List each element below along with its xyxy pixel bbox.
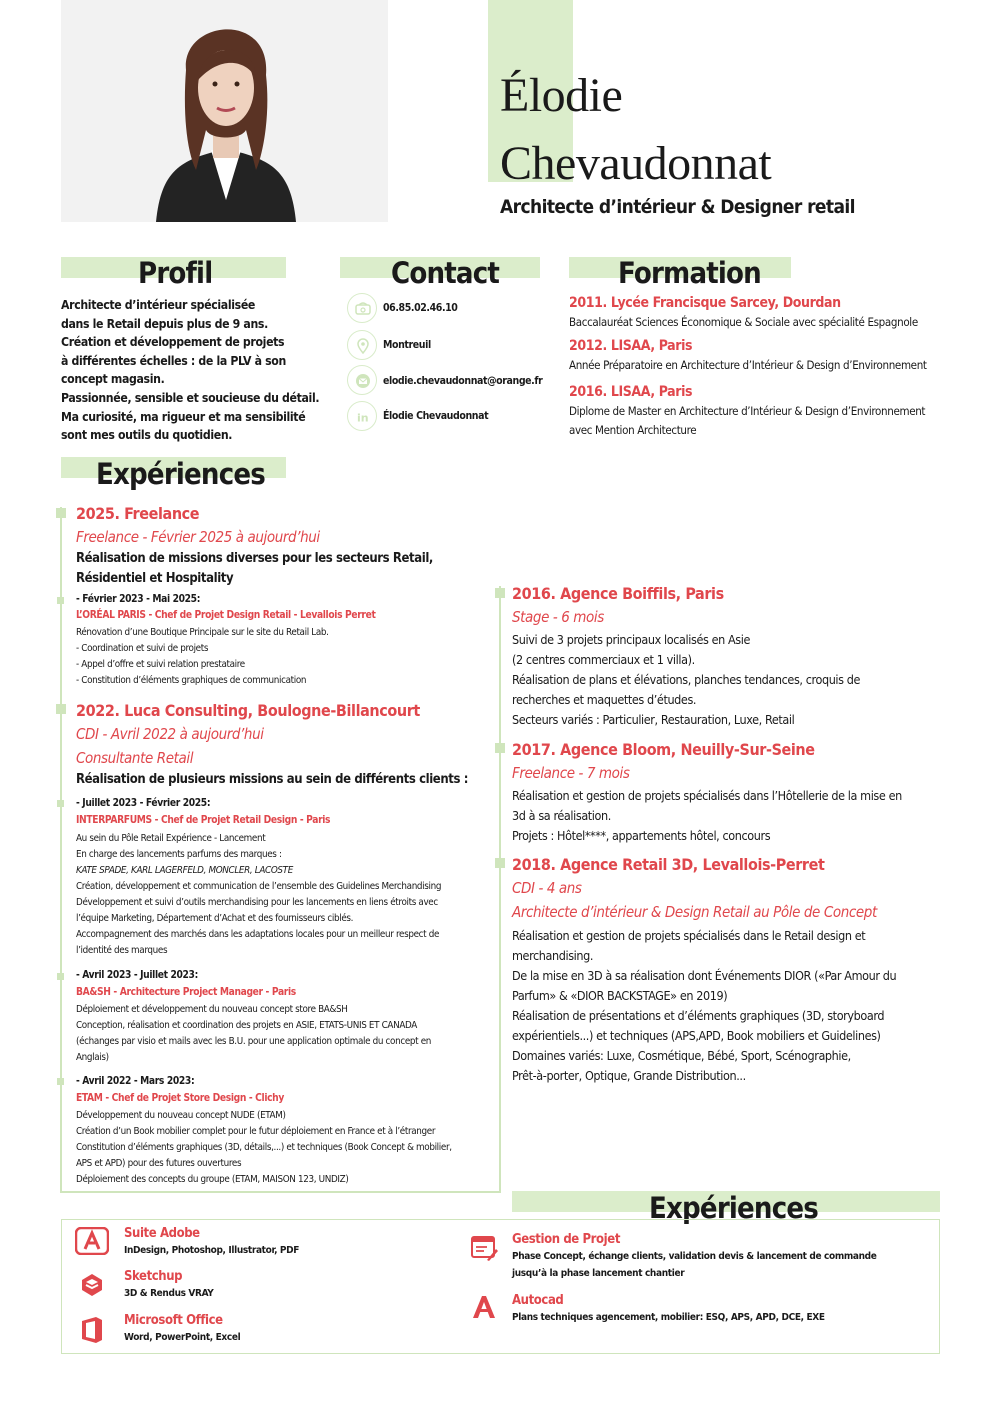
formation-title: Formation (618, 256, 761, 290)
experience-head: 2025. Freelance (76, 504, 200, 523)
mission-dates: - Juillet 2023 - Février 2025: (76, 798, 211, 809)
skill-desc: 3D & Rendus VRAY (124, 1288, 214, 1299)
mission-line: Création, développement et communication de l’ensemble des Guidelines Merchandising (76, 881, 442, 892)
contact-phone[interactable]: 06.85.02.46.10 (383, 302, 458, 314)
mission-client: BA&SH - Architecture Project Manager - Paris (76, 987, 296, 998)
mission-line: Développement du nouveau concept NUDE (ETAM) (76, 1110, 286, 1121)
experience-line: Réalisation de plusieurs missions au sein de différents clients : (76, 772, 468, 787)
experience-sub: Consultante Retail (76, 749, 194, 767)
experience-line: Secteurs variés : Particulier, Restauration, Luxe, Retail (512, 712, 795, 727)
formation-item-desc: Baccalauréat Sciences Économique & Sociale avec spécialité Espagnole (569, 315, 918, 329)
experience-line: Réalisation et gestion de projets spécialisés dans le Retail design et (512, 928, 866, 943)
experience-line: expérientiels...) et techniques (APS,APD, Book mobiliers et Guidelines) (512, 1028, 881, 1043)
timeline-marker (495, 858, 505, 868)
skill-desc: InDesign, Photoshop, Illustrator, PDF (124, 1245, 300, 1256)
mission-line: Déploiement et développement du nouveau concept store BA&SH (76, 1004, 348, 1015)
timeline-marker (495, 743, 505, 753)
mission-line: (échanges par visio et mails avec les B.U. pour une application optimale du concept en (76, 1036, 432, 1047)
mission-line: Déploiement des concepts du groupe (ETAM, MAISON 123, UNDIZ) (76, 1174, 349, 1185)
skill-desc: Plans techniques agencement, mobilier: ESQ, APS, APD, DCE, EXE (512, 1312, 825, 1323)
experience-sub: CDI - 4 ans (512, 879, 582, 897)
experience-line: 3d à sa réalisation. (512, 808, 611, 823)
contact-city: Montreuil (383, 339, 431, 351)
first-name: Élodie (500, 69, 623, 122)
autocad-icon (470, 1294, 498, 1324)
experience-line: Réalisation de missions diverses pour les secteurs Retail, (76, 551, 433, 566)
timeline-marker (56, 508, 66, 518)
email-icon (347, 365, 377, 395)
experience-line: Suivi de 3 projets principaux localisés en Asie (512, 632, 751, 647)
last-name: Chevaudonnat (500, 137, 772, 190)
mission-line: Création d’un Book mobilier complet pour le futur déploiement en France et à l’étranger (76, 1126, 436, 1137)
mission-dates: - Avril 2022 - Mars 2023: (76, 1076, 195, 1087)
mission-line: KATE SPADE, KARL LAGERFELD, MONCLER, LACOSTE (76, 865, 293, 876)
skill-head: Microsoft Office (124, 1313, 223, 1328)
experience-line: (2 centres commerciaux et 1 villa). (512, 652, 695, 667)
experience-line: Réalisation de présentations et d’éléments graphiques (3D, storyboard (512, 1008, 885, 1023)
skill-head: Autocad (512, 1293, 564, 1308)
mission-client: ETAM - Chef de Projet Store Design - Clichy (76, 1093, 284, 1104)
experience-line: merchandising. (512, 948, 594, 963)
formation-item-desc: avec Mention Architecture (569, 423, 697, 437)
project-icon (469, 1232, 499, 1266)
mission-line: Rénovation d’une Boutique Principale sur le site du Retail Lab. (76, 627, 329, 638)
experience-line: Réalisation et gestion de projets spécialisés dans l’Hôtellerie de la mise en (512, 788, 902, 803)
contact-linkedin[interactable]: Élodie Chevaudonnat (383, 410, 489, 422)
experience-head: 2017. Agence Bloom, Neuilly-Sur-Seine (512, 740, 815, 759)
experience-line: Parfum» & «DIOR BACKSTAGE» en 2019) (512, 988, 728, 1003)
mission-dates: - Avril 2023 - Juillet 2023: (76, 970, 198, 981)
profile-line: Ma curiosité, ma rigueur et ma sensibilité (61, 409, 306, 424)
skills-title: Expériences (649, 1191, 819, 1225)
profile-line: dans le Retail depuis plus de 9 ans. (61, 316, 268, 331)
skill-head: Gestion de Projet (512, 1232, 621, 1247)
timeline-right-line (499, 586, 501, 1192)
experience-line: De la mise en 3D à sa réalisation dont Événements DIOR («Par Amour du (512, 968, 897, 983)
experience-sub: Architecte d’intérieur & Design Retail au Pôle de Concept (512, 903, 877, 921)
experience-line: Prêt-à-porter, Optique, Grande Distribution... (512, 1068, 746, 1083)
mission-line: l’équipe Marketing, Département d’Achat et des fournisseurs ciblés. (76, 913, 354, 924)
experience-head: 2016. Agence Boiffils, Paris (512, 584, 724, 603)
timeline-line (60, 507, 62, 1192)
experience-sub: Stage - 6 mois (512, 608, 604, 626)
mission-line: Développement et suivi d’outils merchandising pour les lancements en liens étroits avec (76, 897, 438, 908)
formation-item-head: 2011. Lycée Francisque Sarcey, Dourdan (569, 295, 841, 311)
skill-head: Suite Adobe (124, 1226, 200, 1241)
formation-item-head: 2016. LISAA, Paris (569, 384, 693, 400)
mission-dates: - Février 2023 - Mai 2025: (76, 594, 201, 605)
mission-line: - Coordination et suivi de projets (76, 643, 209, 654)
profile-line: Passionnée, sensible et soucieuse du détail. (61, 390, 320, 405)
profile-line: concept magasin. (61, 372, 165, 387)
formation-item-head: 2012. LISAA, Paris (569, 338, 693, 354)
portrait-illustration (61, 0, 388, 222)
job-title: Architecte d’intérieur & Designer retail (500, 196, 855, 218)
profile-line: sont mes outils du quotidien. (61, 428, 233, 443)
location-icon (347, 330, 377, 360)
linkedin-icon (347, 401, 377, 431)
mission-line: - Constitution d’éléments graphiques de communication (76, 675, 307, 686)
experience-sub: Freelance - 7 mois (512, 764, 630, 782)
profile-line: Création et développement de projets (61, 335, 285, 350)
mission-line: l’identité des marques (76, 945, 168, 956)
mission-line: Constitution d’éléments graphiques (3D, détails,...) et techniques (Book Concept & mobilier, (76, 1142, 452, 1153)
mission-line: Au sein du Pôle Retail Expérience - Lancement (76, 833, 266, 844)
mission-line: En charge des lancements parfums des marques : (76, 849, 282, 860)
timeline-submarker (57, 800, 64, 807)
svg-text:in: in (357, 411, 369, 425)
profile-photo (61, 0, 388, 222)
mission-line: - Appel d’offre et suivi relation prestataire (76, 659, 245, 670)
experience-head: 2018. Agence Retail 3D, Levallois-Perret (512, 855, 825, 874)
profile-line: Architecte d’intérieur spécialisée (61, 298, 256, 312)
skill-desc: Word, PowerPoint, Excel (124, 1332, 241, 1343)
timeline-submarker (57, 597, 64, 604)
mission-line: APS et APD) pour des futures ouvertures (76, 1158, 242, 1169)
timeline-bottom-line (60, 1191, 501, 1193)
timeline-submarker (57, 1078, 64, 1085)
profile-text (61, 296, 321, 445)
experience-line: Projets : Hôtel****, appartements hôtel, concours (512, 828, 771, 843)
mission-client: INTERPARFUMS - Chef de Projet Retail Design - Paris (76, 815, 331, 826)
profile-title: Profil (138, 256, 213, 290)
mission-client: L’ORÉAL PARIS - Chef de Projet Design Retail - Levallois Perret (76, 610, 376, 621)
experience-sub: Freelance - Février 2025 à aujourd’hui (76, 528, 320, 546)
experience-line: recherches et maquettes d’études. (512, 692, 697, 707)
timeline-submarker (57, 973, 64, 980)
contact-title: Contact (391, 256, 500, 290)
formation-item-desc: Diplome de Master en Architecture d’Intérieur & Design d’Environnement (569, 404, 926, 418)
experience-line: Domaines variés: Luxe, Cosmétique, Bébé, Sport, Scénographie, (512, 1048, 851, 1063)
adobe-icon (75, 1227, 109, 1259)
mission-line: Conception, réalisation et coordination des projets en ASIE, ETATS-UNIS ET CANADA (76, 1020, 417, 1031)
contact-email[interactable]: elodie.chevaudonnat@orange.fr (383, 375, 543, 387)
profile-line: à différentes échelles : de la PLV à son (61, 353, 286, 368)
phone-icon (347, 293, 377, 323)
skill-desc: Phase Concept, échange clients, validation devis & lancement de commande (512, 1251, 877, 1262)
experience-line: Réalisation de plans et élévations, planches tendances, croquis de (512, 672, 861, 687)
experience-line: Résidentiel et Hospitality (76, 571, 234, 586)
mission-line: Accompagnement des marchés dans les adaptations locales pour un meilleur respect de (76, 929, 440, 940)
office-icon (80, 1316, 104, 1348)
experiences-title: Expériences (96, 457, 266, 491)
skill-desc: jusqu’à la phase lancement chantier (512, 1268, 685, 1279)
formation-item-desc: Année Préparatoire en Architecture d’Intérieur & Design d’Environnement (569, 358, 927, 372)
timeline-marker (56, 704, 66, 714)
sketchup-icon (79, 1272, 105, 1302)
experience-sub: CDI - Avril 2022 à aujourd’hui (76, 725, 264, 743)
skill-head: Sketchup (124, 1269, 183, 1284)
experience-head: 2022. Luca Consulting, Boulogne-Billancourt (76, 701, 420, 720)
mission-line: Anglais) (76, 1052, 109, 1063)
timeline-marker (495, 588, 505, 598)
